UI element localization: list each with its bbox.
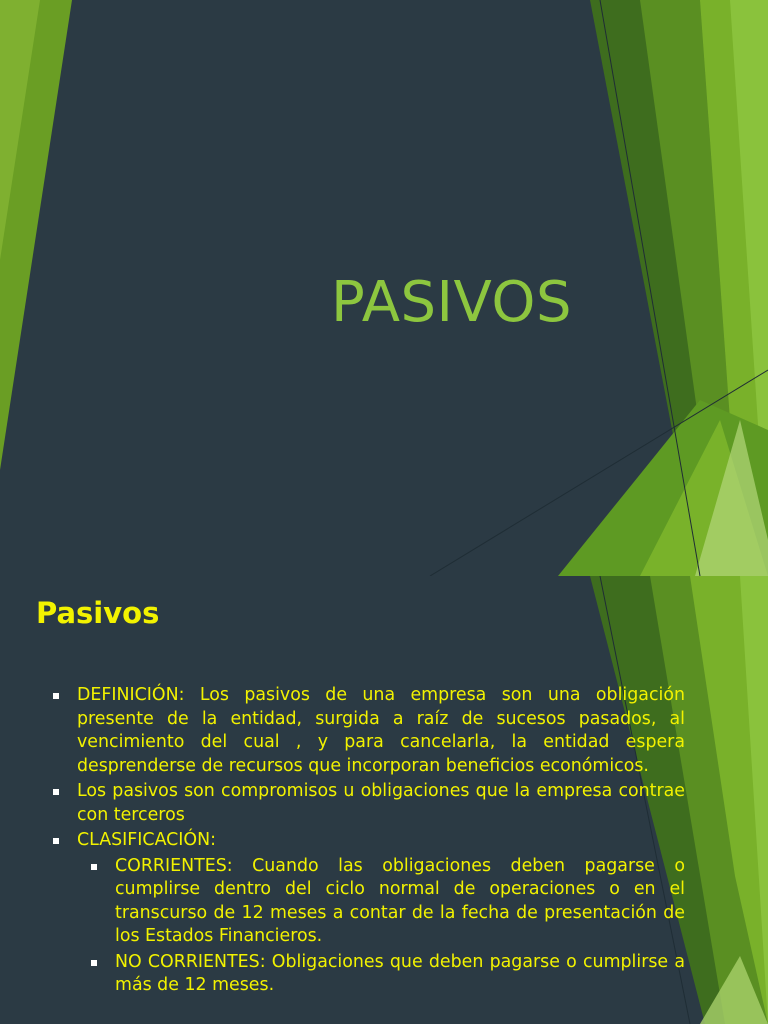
slide-title: PASIVOS [331,270,573,335]
bullet-icon [53,780,59,804]
content-slide [0,576,768,1024]
slide-heading: Pasivos [36,596,160,630]
bullet-text: DEFINICIÓN: Los pasivos de una empresa son una obligación presente de la entidad, surgida a raíz de sucesos pasados, al vencimiento del cual , y para cancelarla, la entidad espera desprenderse de recursos que incorporan beneficios económicos. [77,685,685,776]
bullet-text: Los pasivos son compromisos u obligaciones que la empresa contrae con terceros [77,781,685,825]
list-item [48,780,685,827]
bullet-icon [53,684,59,708]
bullet-icon [91,855,97,879]
sub-list-item [48,951,685,998]
bullet-icon [91,951,97,975]
list-item [48,829,685,853]
sub-list-item [48,855,685,949]
bullet-list [48,684,685,1000]
sub-bullet-text: NO CORRIENTES: Obligaciones que deben pagarse o cumplirse a más de 12 meses. [115,951,685,995]
bullet-icon [53,829,59,853]
sub-bullet-text: CORRIENTES: Cuando las obligaciones deben pagarse o cumplirse dentro del ciclo normal de operaciones o en el transcurso de 12 meses a contar de la fecha de presentación de los Estados Financieros. [115,855,685,946]
bullet-text: CLASIFICACIÓN: [77,830,216,850]
list-item [48,684,685,778]
